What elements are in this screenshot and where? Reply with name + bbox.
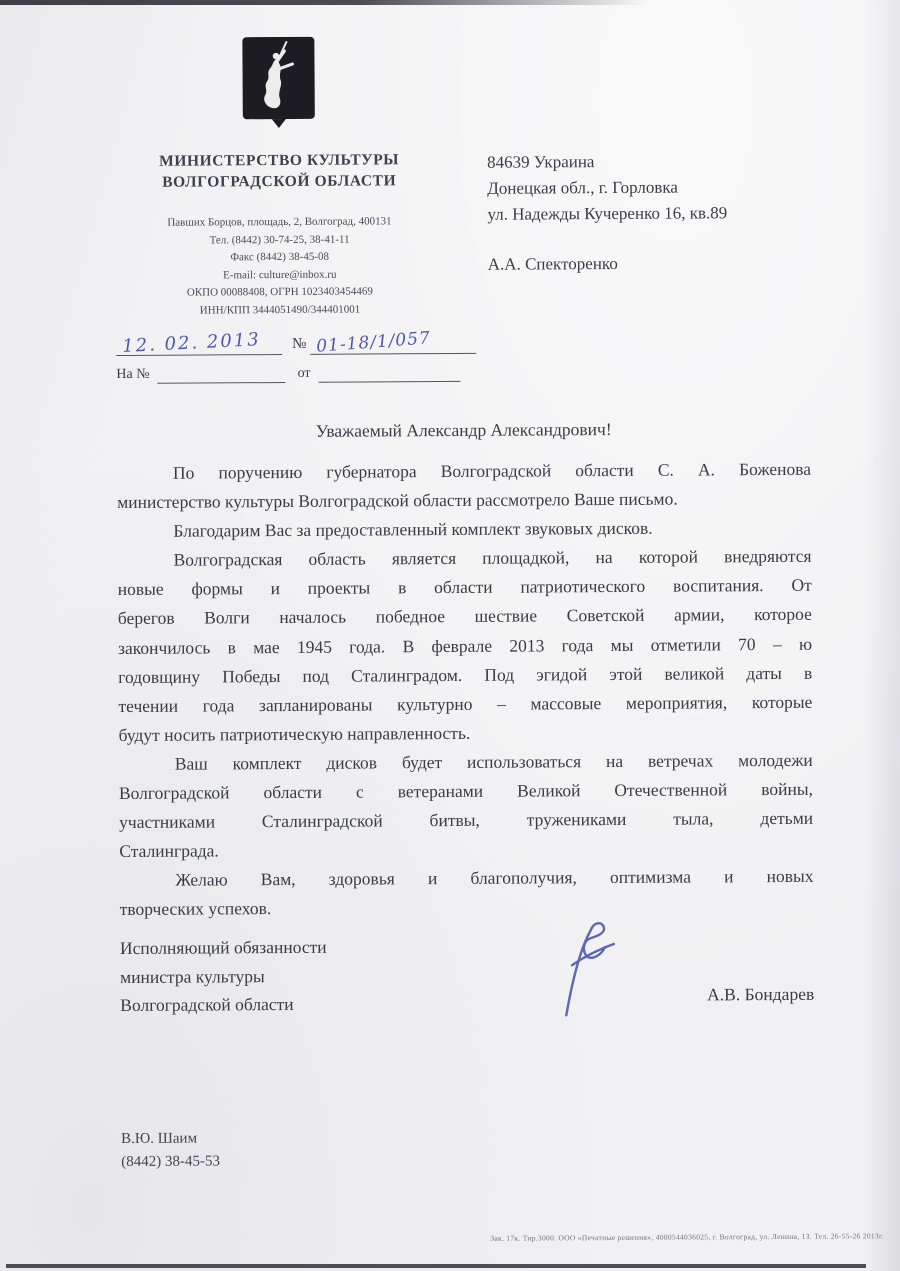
letterhead-contact-line: Факс (8442) 38-45-08 bbox=[230, 250, 330, 264]
body-line: будут носить патриотическую направленность. bbox=[118, 722, 471, 745]
ot-label: от bbox=[297, 365, 311, 381]
na-number-label: На № bbox=[116, 366, 150, 383]
body-line: участниками Сталинградской битвы, тружениками тыла, детьми bbox=[119, 807, 814, 833]
date-underline bbox=[116, 329, 282, 358]
body-line: творческих успехов. bbox=[119, 898, 272, 920]
signer-position bbox=[120, 930, 815, 1020]
letterhead-contact-line: Тел. (8442) 30-74-25, 38-41-11 bbox=[209, 233, 350, 246]
salutation: Уважаемый Александр Александрович! bbox=[315, 419, 612, 441]
executor-block bbox=[121, 1127, 220, 1174]
body-line: годовщину Победы под Сталинградом. Под эгидой этой великой даты в bbox=[118, 662, 813, 687]
executor-name: В.Ю. Шаим bbox=[121, 1130, 198, 1148]
recipient-address-line: ул. Надежды Кучеренко 16, кв.89 bbox=[487, 203, 728, 224]
print-shop-imprint: Зак. 17к. Тир.3000. ООО «Печатные решения», 4000544036025, г. Волгоград, ул. Ленина, 13. Тел. 26-55-26 2013г. bbox=[490, 1231, 884, 1243]
body-line: По поручению губернатора Волгоградской области С. А. Боженова bbox=[172, 458, 812, 483]
handwritten-signature-icon bbox=[538, 919, 629, 1020]
ot-date-underline bbox=[319, 381, 461, 383]
incoming-number-row bbox=[116, 356, 476, 384]
body-line: закончилось в мае 1945 года. В феврале 2013 года мы отметили 70 – ю bbox=[118, 633, 813, 658]
body-line: течении года запланированы культурно – массовые мероприятия, которые bbox=[118, 691, 813, 716]
body-line: Сталинграда. bbox=[119, 840, 219, 862]
body-line: Волгоградской области с ветеранами Великой Отечественной войны, bbox=[118, 778, 814, 804]
letterhead bbox=[94, 34, 464, 320]
number-sign: № bbox=[292, 335, 307, 352]
signature-block bbox=[120, 930, 815, 1020]
handwritten-number: 01-18/1/057 bbox=[315, 328, 432, 357]
letter-body bbox=[117, 459, 814, 929]
body-line: Желаю Вам, здоровья и благополучия, оптимизма и новых bbox=[175, 866, 814, 890]
outgoing-number-row bbox=[116, 316, 476, 356]
executor-phone: (8442) 38-45-53 bbox=[121, 1153, 220, 1171]
motherland-calls-statue-icon bbox=[239, 35, 318, 129]
body-line: Благодарим Вас за предоставленный комплект звуковых дисков. bbox=[173, 517, 653, 541]
signer-position-line: министра культуры bbox=[120, 965, 265, 987]
recipient-name: А.А. Спекторенко bbox=[487, 253, 618, 274]
number-underline bbox=[310, 328, 476, 357]
handwritten-date: 12. 02. 2013 bbox=[121, 329, 262, 358]
signer-position-line: Волгоградской области bbox=[120, 993, 294, 1016]
signer-name: А.В. Бондарев bbox=[707, 983, 815, 1005]
letterhead-contact-line: ИНН/КПП 3444051490/344401001 bbox=[199, 303, 361, 317]
body-line: министерство культуры Волгоградской области рассмотрело Ваше письмо. bbox=[117, 488, 678, 513]
body-line: берегов Волги началось победное шествие Советской армии, которое bbox=[117, 604, 812, 629]
signer-position-line: Исполняющий обязанности bbox=[119, 936, 327, 959]
org-name-line1: МИНИСТЕРСТВО КУЛЬТУРЫ bbox=[159, 151, 400, 170]
na-number-underline bbox=[158, 382, 286, 384]
letterhead-contact-line: E-mail: culture@inbox.ru bbox=[223, 268, 337, 281]
recipient-block bbox=[487, 148, 728, 277]
body-line: новые формы и проекты в области патриотического воспитания. От bbox=[117, 575, 812, 600]
body-line: Волгоградская область является площадкой, на которой внедряются bbox=[173, 546, 812, 570]
recipient-address-line: Донецкая обл., г. Горловка bbox=[487, 177, 678, 198]
recipient-address-line: 84639 Украина bbox=[487, 152, 595, 172]
organization-name bbox=[95, 149, 463, 193]
body-line: Ваш комплект дисков будет использоваться на ветречах молодежи bbox=[174, 749, 813, 774]
letterhead-contact-line: ОКПО 00088408, ОГРН 1023403454469 bbox=[186, 285, 373, 299]
reference-block bbox=[116, 316, 476, 384]
recipient-address bbox=[487, 148, 727, 227]
scanner-edge-artifact-bottom bbox=[6, 1264, 866, 1268]
letterhead-contact-block bbox=[95, 213, 464, 320]
letterhead-contact-line: Павших Борцов, площадь, 2, Волгоград, 400131 bbox=[167, 215, 392, 229]
org-name-line2: ВОЛГОГРАДСКОЙ ОБЛАСТИ bbox=[162, 172, 397, 191]
